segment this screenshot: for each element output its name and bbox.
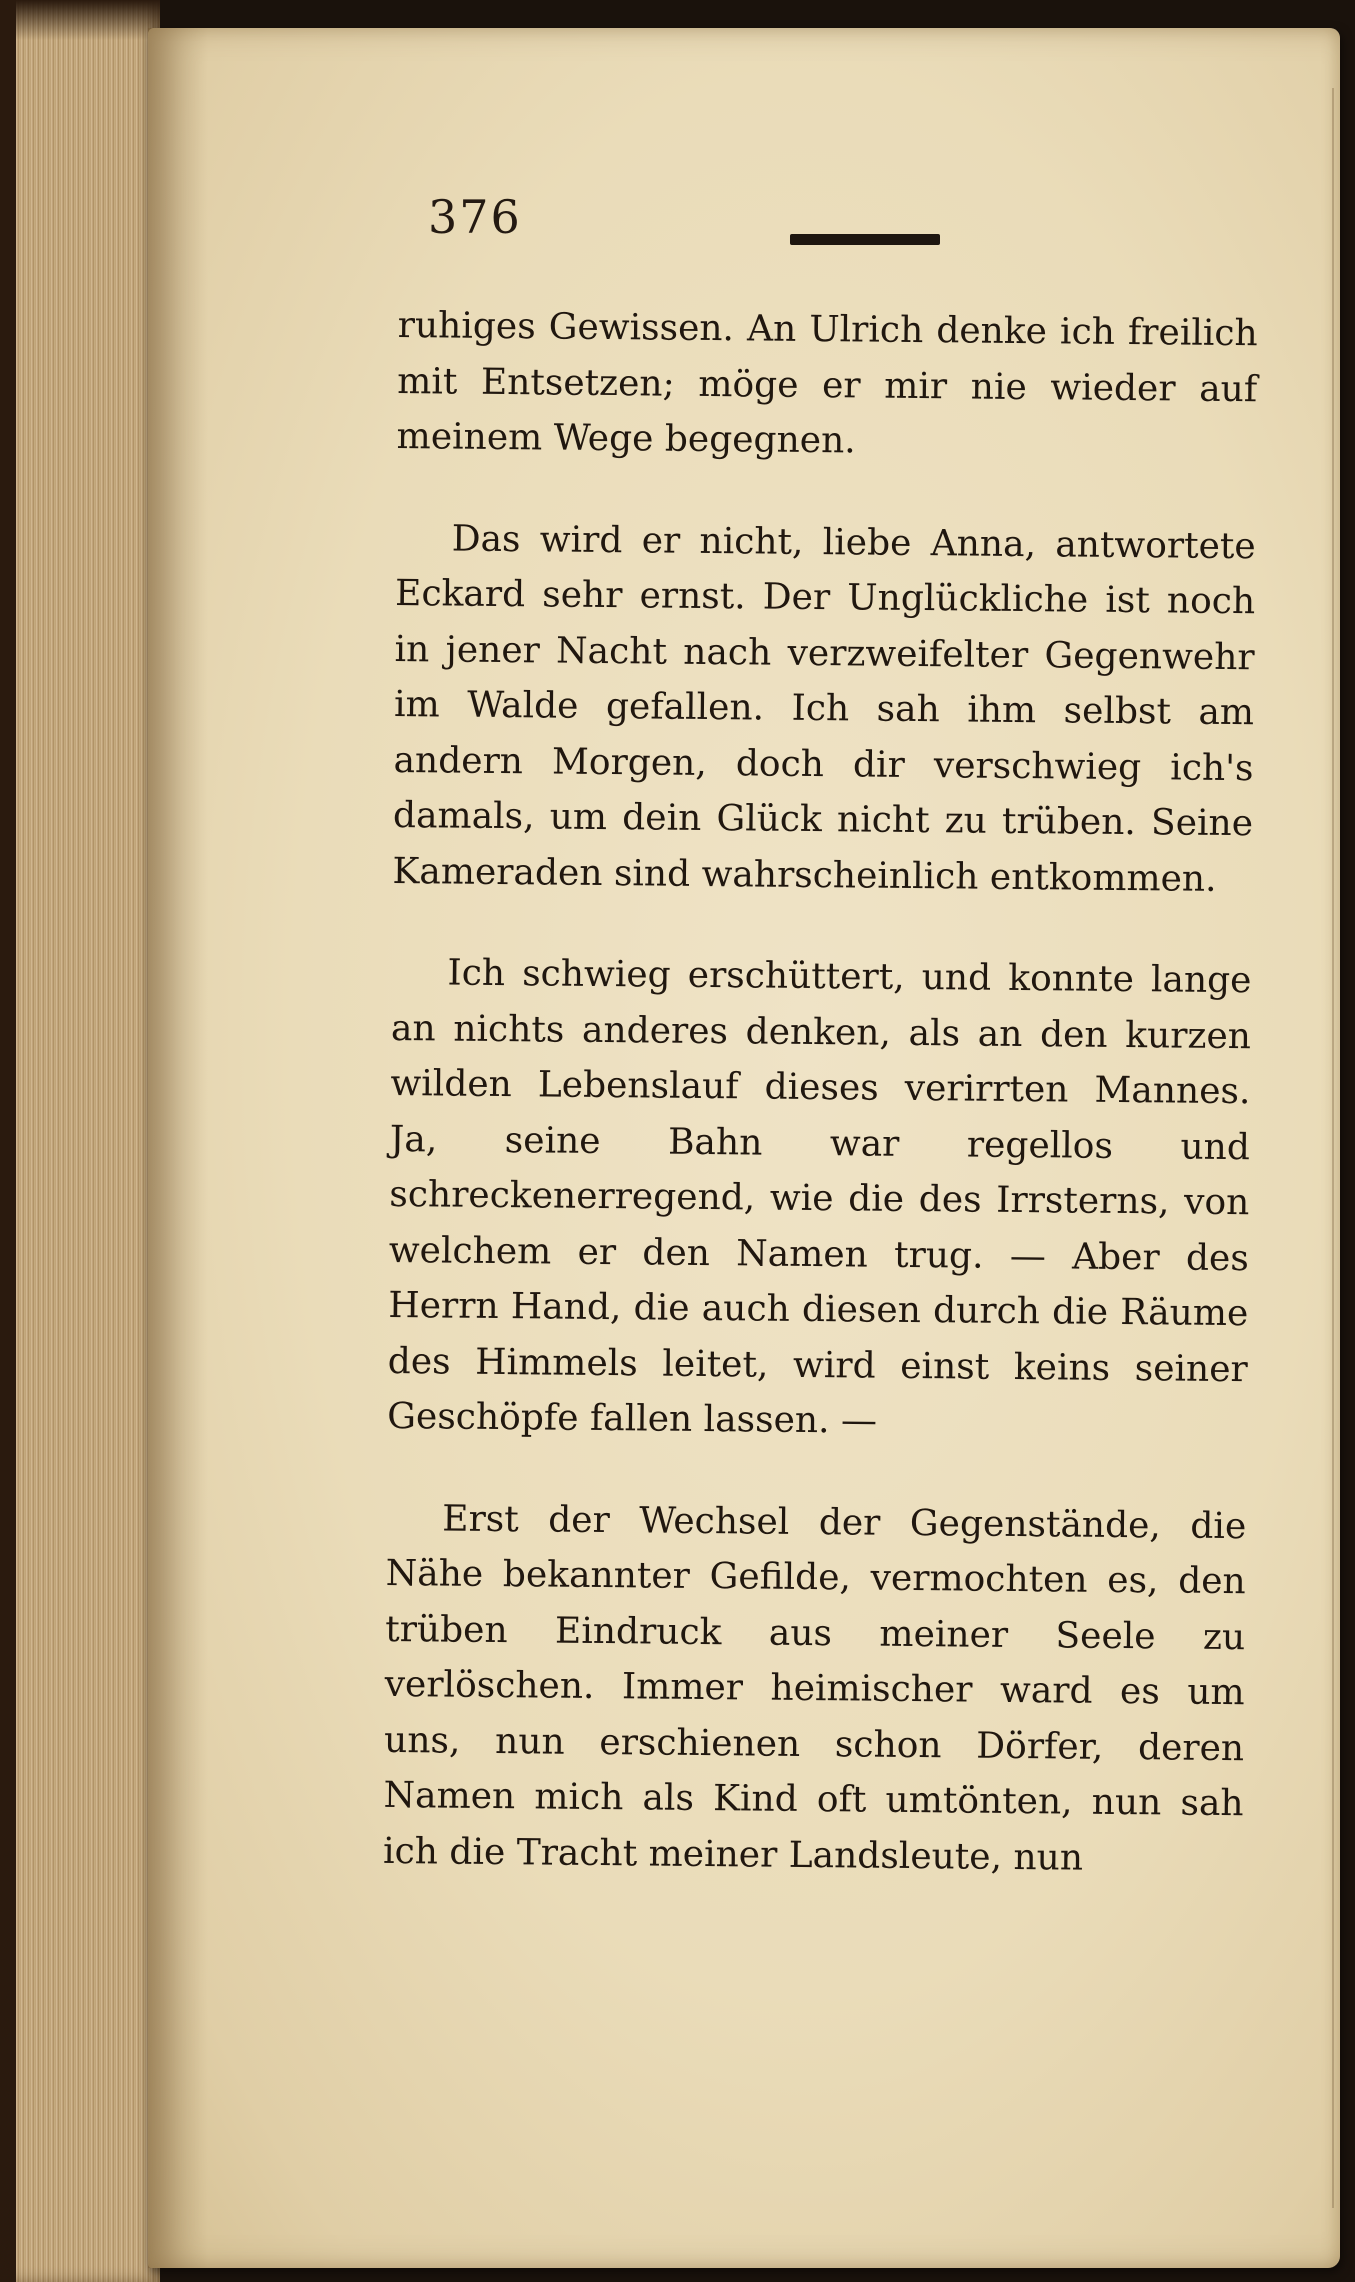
paragraph: Erst der Wechsel der Gegenstände, die Nähe bekannter Gefilde, vermochten es, den trüben Eindruck aus meiner Seele zu verlöschen. Immer heimischer ward es um uns, nun erschienen schon Dörfer, deren Namen mich als Kind oft umtönten, nun sah ich die Tracht meiner Landsleute, nun: [382, 1497, 1247, 1879]
page-number: 376: [428, 190, 522, 244]
paragraph: Ich schwieg erschüttert, und konnte lange an nichts anderes denken, als an den kurzen wilden Lebenslauf dieses verirrten Mannes. Ja, seine Bahn war regellos und schreckenerregend, wie die des Irrsterns, von welchem er den Namen trug. — Aber des Herrn Hand, die auch diesen durch die Räume des Himmels leitet, wird einst keins seiner Geschöpfe fallen lassen. —: [387, 952, 1252, 1442]
body-text: [383, 298, 1258, 1887]
book-page-edges: [0, 0, 160, 2282]
paragraph: Das wird er nicht, liebe Anna, antwortete Eckard sehr ernst. Der Unglückliche ist noch in jener Nacht nach verzweifelter Gegenwehr im Walde gefallen. Ich sah ihm selbst am andern Morgen, doch dir verschwieg ich's damals, um dein Glück nicht zu trüben. Seine Kameraden sind wahrscheinlich entkommen.: [392, 518, 1256, 900]
header-rule: [790, 234, 940, 245]
paragraph-continuation: ruhiges Gewissen. An Ulrich denke ich freilich mit Entsetzen; möge er mir nie wieder auf meinem Wege begegnen.: [396, 304, 1258, 462]
